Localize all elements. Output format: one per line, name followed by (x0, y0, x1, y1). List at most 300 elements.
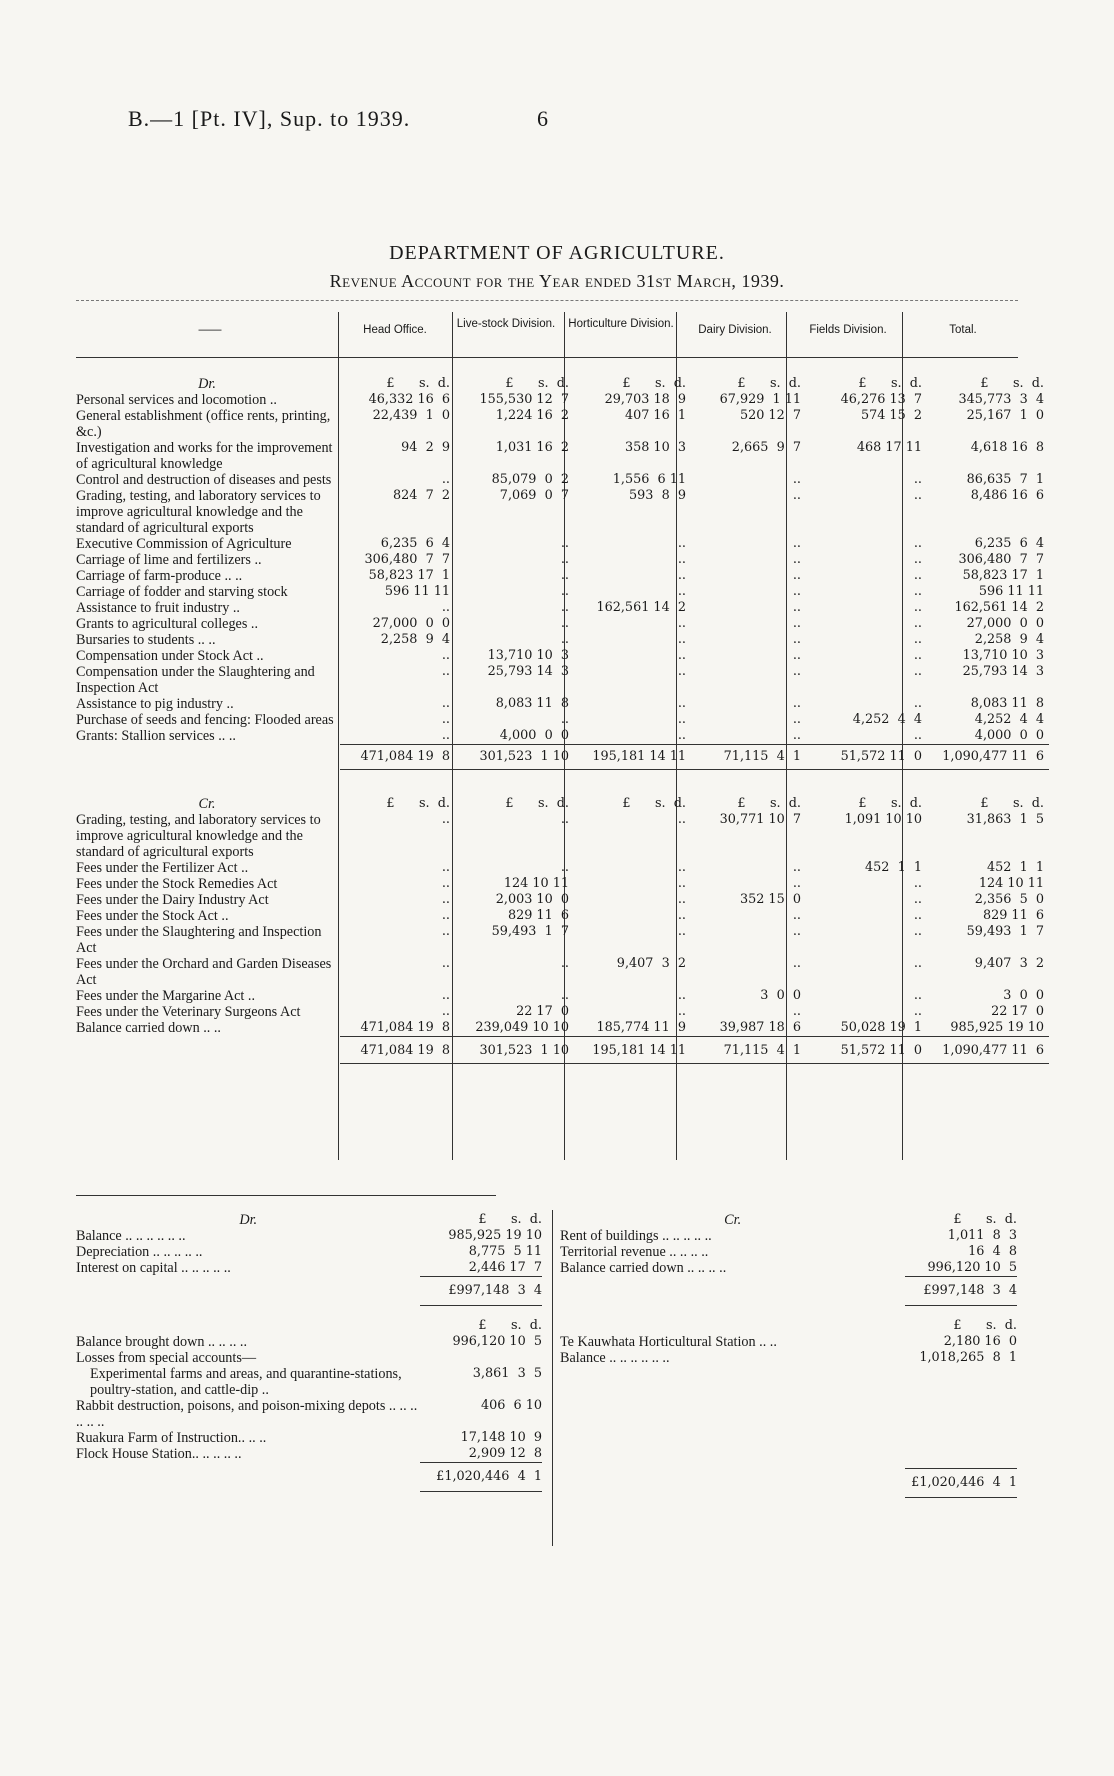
dr-cell-c4: .. (792, 632, 801, 647)
dr-cell-c3: 1,556 6 11 (612, 472, 686, 487)
dr-cell-c4: .. (792, 664, 801, 679)
summary2-dr-table (76, 1318, 542, 1492)
summary2-dr-total-row (76, 1463, 542, 1492)
cr-cell-c6: 985,925 19 10 (950, 1020, 1044, 1035)
dr-cell-c1: 306,480 7 7 (364, 552, 450, 567)
cr-cell-c3: .. (677, 988, 686, 1003)
dr-cell-c4: .. (792, 616, 801, 631)
dr-cell-c1: 27,000 0 0 (372, 616, 450, 631)
dr-cell-c5: .. (913, 728, 922, 743)
cr-row-label: Balance carried down .. .. (76, 1020, 221, 1036)
cr-row (76, 908, 1049, 924)
cr-cell-c3: .. (677, 860, 686, 875)
dr-cell-c4: .. (792, 536, 801, 551)
summary2-dr-amount: 17,148 10 9 (460, 1430, 542, 1445)
cr-cell-c4: .. (792, 860, 801, 875)
dr-row-label: General establishment (office rents, printing, &c.) (76, 408, 331, 440)
dr-cell-c2: 4,000 0 0 (499, 728, 569, 743)
cr-cell-c4: 39,987 18 6 (719, 1020, 801, 1035)
dr-cell-c3: 407 16 1 (624, 408, 686, 423)
summary2-cr-amount: 2,180 16 0 (943, 1334, 1017, 1349)
units-label: £ s. d. (505, 796, 569, 811)
cr-cell-c4: .. (792, 1004, 801, 1019)
cr-total-c3: 195,181 14 11 (574, 1037, 691, 1064)
summary2-cr-total-spacer (560, 1468, 905, 1497)
dr-row (76, 568, 1049, 584)
summary2-cr-label: Te Kauwhata Horticultural Station .. .. (560, 1334, 777, 1350)
dr-cell-c2: 1,224 16 2 (495, 408, 569, 423)
dr-row-label: Investigation and works for the improvement of agricultural knowledge (76, 440, 333, 472)
dr-cell-c4: .. (792, 472, 801, 487)
cr-cell-c5: .. (913, 1004, 922, 1019)
cr-cell-c4: 3 0 0 (760, 988, 801, 1003)
units-label: £ s. d. (622, 376, 686, 391)
dr-cell-c4: 67,929 1 11 (719, 392, 801, 407)
units-label: £ s. d. (622, 796, 686, 811)
summary1-dr-total-row (76, 1277, 542, 1306)
dr-cell-c2: 85,079 0 2 (491, 472, 569, 487)
page-title: DEPARTMENT OF AGRICULTURE. (389, 242, 725, 264)
dr-cell-c5: .. (913, 584, 922, 599)
dr-cell-c1: 596 11 11 (384, 584, 450, 599)
dr-cell-c2: .. (560, 632, 569, 647)
summary2-dr-amount: 996,120 10 5 (452, 1334, 542, 1349)
cr-row-label: Fees under the Dairy Industry Act (76, 892, 269, 908)
dr-row-label: Compensation under Stock Act .. (76, 648, 264, 664)
dr-row (76, 472, 1049, 488)
cr-cell-c5: 1,091 10 10 (844, 812, 922, 827)
cr-cell-c5: .. (913, 988, 922, 1003)
cr-row (76, 956, 1049, 988)
cr-row-label: Fees under the Slaughtering and Inspection Act (76, 924, 322, 956)
column-header-fields: Fields Division. (809, 324, 887, 336)
cr-cell-c4: 30,771 10 7 (719, 812, 801, 827)
dr-cell-c6: 86,635 7 1 (966, 472, 1044, 487)
cr-row (76, 988, 1049, 1004)
summary2-cr-table (560, 1318, 1017, 1498)
summary-top-rule (76, 1195, 496, 1196)
dr-row (76, 664, 1049, 696)
dr-cell-c6: 25,167 1 0 (966, 408, 1044, 423)
summary2-cr-spacer-cell (905, 1366, 1017, 1468)
dr-cell-c2: 13,710 10 3 (487, 648, 569, 663)
dr-cell-c6: 8,083 11 8 (970, 696, 1044, 711)
dr-cell-c5: .. (913, 536, 922, 551)
summary2-dr-amount: 3,861 3 5 (472, 1366, 542, 1381)
dr-cell-c3: .. (677, 536, 686, 551)
cr-row-label: Fees under the Fertilizer Act .. (76, 860, 249, 876)
dr-cell-c2: .. (560, 584, 569, 599)
dr-row (76, 728, 1049, 745)
summary1-dr-row (76, 1244, 542, 1260)
dr-cell-c3: .. (677, 584, 686, 599)
revenue-table (76, 344, 1049, 1064)
dr-cell-c3: 162,561 14 2 (596, 600, 686, 615)
cr-row (76, 812, 1049, 860)
cr-cell-c4: .. (792, 908, 801, 923)
summary2-dr-label: Balance brought down .. .. .. .. (76, 1334, 248, 1350)
dr-cell-c5: .. (913, 600, 922, 615)
dr-row (76, 552, 1049, 568)
dr-cell-c1: 2,258 9 4 (380, 632, 450, 647)
dr-cell-c2: .. (560, 712, 569, 727)
summary2-units: £ s. d. (953, 1318, 1017, 1333)
summary2-dr-row (76, 1398, 542, 1430)
dr-row (76, 584, 1049, 600)
summary1-dr-amount: 8,775 5 11 (468, 1244, 542, 1259)
cr-cell-c6: 31,863 1 5 (966, 812, 1044, 827)
dr-cell-c4: .. (792, 728, 801, 743)
dr-cell-c2: 1,031 16 2 (495, 440, 569, 455)
cr-row (76, 1020, 1049, 1037)
dr-row-label: Bursaries to students .. .. (76, 632, 216, 648)
summary2-cr-amount: 1,018,265 8 1 (919, 1350, 1017, 1365)
dr-cell-c5: .. (913, 616, 922, 631)
units-label: £ s. d. (858, 796, 922, 811)
dr-row-label: Purchase of seeds and fencing: Flooded areas (76, 712, 334, 728)
cr-row-label: Fees under the Stock Remedies Act (76, 876, 278, 892)
summary1-cr-row (560, 1228, 1017, 1244)
units-label: £ s. d. (858, 376, 922, 391)
cr-row (76, 860, 1049, 876)
cr-cell-c2: 239,049 10 10 (475, 1020, 569, 1035)
dr-row (76, 696, 1049, 712)
column-header-livestock: Live-stock Division. (456, 318, 556, 330)
cr-cell-c2: 59,493 1 7 (491, 924, 569, 939)
summary1-units: £ s. d. (478, 1212, 542, 1227)
dr-cell-c5: 468 17 11 (856, 440, 922, 455)
column-header-horticulture: Horticulture Division. (568, 318, 674, 330)
dr-total-c4: 71,115 4 1 (691, 745, 806, 770)
dr-cell-c5: 574 15 2 (860, 408, 922, 423)
summary1-dr-label: Interest on capital .. .. .. .. .. (76, 1260, 231, 1276)
dr-cell-c6: 8,486 16 6 (970, 488, 1044, 503)
cr-total-c4: 71,115 4 1 (691, 1037, 806, 1064)
summary1-cr-total: £997,148 3 4 (905, 1277, 1017, 1306)
dr-row-label: Control and destruction of diseases and pests (76, 472, 332, 488)
cr-cell-c3: .. (677, 876, 686, 891)
summary1-cr-row (560, 1260, 1017, 1277)
dr-cell-c1: .. (441, 728, 450, 743)
cr-total-row (76, 1037, 1049, 1064)
dr-cell-c1: .. (441, 472, 450, 487)
summary2-cr-row (560, 1350, 1017, 1366)
dr-row (76, 616, 1049, 632)
dr-row-label: Carriage of lime and fertilizers .. (76, 552, 262, 568)
summary1-cr-row (560, 1244, 1017, 1260)
summary1-cr-label: Rent of buildings .. .. .. .. .. (560, 1228, 712, 1244)
dr-cell-c1: 94 2 9 (401, 440, 450, 455)
cr-cell-c2: 22 17 0 (516, 1004, 569, 1019)
cr-cell-c1: .. (441, 812, 450, 827)
dr-cell-c4: .. (792, 488, 801, 503)
cr-cell-c5: 50,028 19 1 (840, 1020, 922, 1035)
dr-cell-c1: .. (441, 600, 450, 615)
dr-cell-c5: .. (913, 664, 922, 679)
cr-cell-c1: .. (441, 1004, 450, 1019)
page-number: 6 (537, 106, 548, 131)
cr-cell-c5: .. (913, 892, 922, 907)
dr-row-label: Assistance to pig industry .. (76, 696, 234, 712)
dr-cell-c4: .. (792, 584, 801, 599)
dr-cell-c6: 58,823 17 1 (962, 568, 1044, 583)
summary2-dr-label: Flock House Station.. .. .. .. .. (76, 1446, 242, 1462)
dr-total-label (76, 745, 340, 770)
units-label: £ s. d. (386, 376, 450, 391)
summary1-dr-table (76, 1212, 542, 1306)
cr-cell-c3: .. (677, 892, 686, 907)
cr-cell-c6: 829 11 6 (982, 908, 1044, 923)
summary2-dr-label: Losses from special accounts— (76, 1350, 257, 1366)
dr-cell-c4: .. (792, 712, 801, 727)
column-header-head-office: Head Office. (363, 324, 427, 336)
column-header-dairy: Dairy Division. (698, 324, 772, 336)
cr-cell-c4: .. (792, 876, 801, 891)
dr-cell-c3: .. (677, 632, 686, 647)
cr-cell-c6: 22 17 0 (991, 1004, 1044, 1019)
dr-cell-c4: .. (792, 552, 801, 567)
cr-cell-c5: .. (913, 956, 922, 971)
dr-cell-c4: .. (792, 696, 801, 711)
cr-units-row (76, 770, 1049, 813)
summary2-dr-label: Experimental farms and areas, and quarantine-stations, poultry-station, and cattle-dip .. (90, 1366, 402, 1398)
cr-cell-c6: 2,356 5 0 (974, 892, 1044, 907)
summary2-dr-total: £1,020,446 4 1 (420, 1463, 542, 1492)
cr-cell-c1: .. (441, 924, 450, 939)
dr-cell-c2: .. (560, 616, 569, 631)
dr-cell-c6: 596 11 11 (978, 584, 1044, 599)
summary1-dr-amount: 985,925 19 10 (448, 1228, 542, 1243)
dr-units-row (76, 344, 1049, 392)
summary1-cr-label: Territorial revenue .. .. .. .. (560, 1244, 709, 1260)
summary2-dr-amount: 2,909 12 8 (468, 1446, 542, 1461)
units-label: £ s. d. (737, 376, 801, 391)
summary1-dr-total-spacer (76, 1277, 420, 1306)
summary1-cr-total-row (560, 1277, 1017, 1306)
summary1-dr-row (76, 1228, 542, 1244)
dr-row (76, 632, 1049, 648)
dr-cell-c2: 155,530 12 7 (479, 392, 569, 407)
dr-cell-c5: 46,276 13 7 (840, 392, 922, 407)
dr-cell-c6: 306,480 7 7 (958, 552, 1044, 567)
cr-row (76, 892, 1049, 908)
summary1-cr-table (560, 1212, 1017, 1306)
cr-row (76, 1004, 1049, 1020)
cr-cell-c4: .. (792, 956, 801, 971)
dr-label: Dr. (198, 376, 216, 392)
dr-cell-c6: 27,000 0 0 (966, 616, 1044, 631)
cr-row-label: Fees under the Margarine Act .. (76, 988, 255, 1004)
summary1-dr-label: Depreciation .. .. .. .. .. (76, 1244, 203, 1260)
dr-cell-c1: .. (441, 648, 450, 663)
dr-cell-c3: 593 8 9 (629, 488, 686, 503)
dr-cell-c1: 46,332 16 6 (368, 392, 450, 407)
summary2-units: £ s. d. (478, 1318, 542, 1333)
dr-cell-c1: .. (441, 712, 450, 727)
cr-row-label: Grading, testing, and laboratory services to improve agricultural knowledge and the standard of agricultural exports (76, 812, 321, 860)
dr-row (76, 488, 1049, 536)
summary2-cr-total: £1,020,446 4 1 (905, 1468, 1017, 1497)
dr-cell-c1: .. (441, 696, 450, 711)
summary1-dr-label: Dr. (239, 1212, 258, 1228)
dr-row-label: Grading, testing, and laboratory services to improve agricultural knowledge and the standard of agricultural exports (76, 488, 321, 536)
dr-row (76, 648, 1049, 664)
dr-cell-c3: 29,703 18 9 (604, 392, 686, 407)
dr-total-row (76, 745, 1049, 770)
table-top-rule (76, 300, 1018, 301)
cr-cell-c1: .. (441, 988, 450, 1003)
dr-total-c6: 1,090,477 11 6 (927, 745, 1049, 770)
summary-divider (552, 1210, 553, 1546)
units-label: £ s. d. (737, 796, 801, 811)
cr-cell-c2: 829 11 6 (507, 908, 569, 923)
page-header-ref: B.—1 [Pt. IV], Sup. to 1939. (128, 106, 411, 131)
dr-cell-c6: 6,235 6 4 (974, 536, 1044, 551)
cr-cell-c3: 9,407 3 2 (616, 956, 686, 971)
dr-cell-c4: .. (792, 568, 801, 583)
dr-row-label: Carriage of fodder and starving stock (76, 584, 288, 600)
dr-cell-c1: 824 7 2 (393, 488, 450, 503)
dr-cell-c6: 4,618 16 8 (970, 440, 1044, 455)
dr-cell-c1: 58,823 17 1 (368, 568, 450, 583)
dr-cell-c3: .. (677, 648, 686, 663)
cr-cell-c3: .. (677, 1004, 686, 1019)
dr-cell-c4: 520 12 7 (739, 408, 801, 423)
dr-cell-c5: .. (913, 488, 922, 503)
cr-cell-c1: .. (441, 892, 450, 907)
summary2-dr-row (76, 1446, 542, 1463)
dr-row-label: Assistance to fruit industry .. (76, 600, 240, 616)
cr-cell-c3: .. (677, 924, 686, 939)
cr-cell-c2: .. (560, 956, 569, 971)
summary1-cr-amount: 1,011 8 3 (947, 1228, 1017, 1243)
summary2-dr-amount (420, 1350, 542, 1366)
dr-cell-c3: .. (677, 664, 686, 679)
cr-cell-c1: .. (441, 860, 450, 875)
dr-cell-c2: .. (560, 536, 569, 551)
dr-total-c3: 195,181 14 11 (574, 745, 691, 770)
cr-cell-c3: 185,774 11 9 (596, 1020, 686, 1035)
dr-cell-c3: 358 10 3 (624, 440, 686, 455)
dr-cell-c3: .. (677, 552, 686, 567)
dr-cell-c2: .. (560, 552, 569, 567)
dr-cell-c2: 25,793 14 3 (487, 664, 569, 679)
dr-total-c5: 51,572 11 0 (806, 745, 927, 770)
summary2-dr-row (76, 1334, 542, 1350)
dr-cell-c5: .. (913, 552, 922, 567)
summary1-units: £ s. d. (953, 1212, 1017, 1227)
cr-cell-c6: 124 10 11 (978, 876, 1044, 891)
dr-cell-c6: 4,000 0 0 (974, 728, 1044, 743)
cr-cell-c2: 2,003 10 0 (495, 892, 569, 907)
cr-total-c6: 1,090,477 11 6 (927, 1037, 1049, 1064)
cr-total-c5: 51,572 11 0 (806, 1037, 927, 1064)
cr-total-c1: 471,084 19 8 (340, 1037, 455, 1064)
summary2-cr-spacer-cell (560, 1366, 905, 1468)
dr-row-label: Carriage of farm-produce .. .. (76, 568, 243, 584)
dr-cell-c4: 2,665 9 7 (731, 440, 801, 455)
summary1-cr-total-spacer (560, 1277, 905, 1306)
dr-cell-c5: .. (913, 472, 922, 487)
dr-cell-c3: .. (677, 712, 686, 727)
page-subtitle: Revenue Account for the Year ended 31st March, 1939. (329, 271, 785, 291)
cr-cell-c2: .. (560, 812, 569, 827)
summary1-dr-total: £997,148 3 4 (420, 1277, 542, 1306)
units-label: £ s. d. (980, 796, 1044, 811)
cr-label-cell (76, 770, 340, 813)
cr-cell-c5: .. (913, 924, 922, 939)
column-header-label: —— (198, 324, 222, 336)
dr-cell-c6: 162,561 14 2 (954, 600, 1044, 615)
dr-row (76, 408, 1049, 440)
dr-cell-c6: 4,252 4 4 (974, 712, 1044, 727)
dr-cell-c3: .. (677, 616, 686, 631)
cr-row (76, 876, 1049, 892)
dr-cell-c1: 22,439 1 0 (372, 408, 450, 423)
dr-total-c2: 301,523 1 10 (455, 745, 574, 770)
summary2-dr-row (76, 1350, 542, 1366)
cr-row-label: Fees under the Veterinary Surgeons Act (76, 1004, 301, 1020)
summary2-dr-row (76, 1430, 542, 1446)
cr-cell-c6: 452 1 1 (987, 860, 1044, 875)
summary2-dr-label: Rabbit destruction, poisons, and poison-mixing depots .. .. .. .. .. .. (76, 1398, 418, 1430)
dr-cell-c6: 2,258 9 4 (974, 632, 1044, 647)
dr-row (76, 600, 1049, 616)
dr-cell-c6: 25,793 14 3 (962, 664, 1044, 679)
summary2-dr-amount: 406 6 10 (480, 1398, 542, 1413)
dr-cell-c3: .. (677, 568, 686, 583)
cr-cell-c3: .. (677, 812, 686, 827)
dr-cell-c2: 8,083 11 8 (495, 696, 569, 711)
summary2-cr-spacer (560, 1366, 1017, 1468)
cr-cell-c6: 3 0 0 (1003, 988, 1044, 1003)
cr-cell-c5: .. (913, 908, 922, 923)
dr-cell-c5: .. (913, 696, 922, 711)
cr-cell-c2: .. (560, 860, 569, 875)
dr-row (76, 536, 1049, 552)
cr-cell-c2: .. (560, 988, 569, 1003)
dr-row (76, 392, 1049, 408)
dr-row-label: Executive Commission of Agriculture (76, 536, 292, 552)
dr-row-label: Grants: Stallion services .. .. (76, 728, 236, 744)
dr-cell-c6: 345,773 3 4 (958, 392, 1044, 407)
cr-row-label: Fees under the Stock Act .. (76, 908, 229, 924)
dr-cell-c1: 6,235 6 4 (380, 536, 450, 551)
dr-row-label: Compensation under the Slaughtering and Inspection Act (76, 664, 315, 696)
summary2-cr-row (560, 1334, 1017, 1350)
summary1-dr-amount: 2,446 17 7 (468, 1260, 542, 1275)
summary2-dr-row (76, 1366, 542, 1398)
cr-cell-c6: 59,493 1 7 (966, 924, 1044, 939)
units-label: £ s. d. (505, 376, 569, 391)
dr-cell-c3: .. (677, 696, 686, 711)
summary1-cr-amount: 16 4 8 (968, 1244, 1017, 1259)
summary1-cr-label: Cr. (724, 1212, 742, 1228)
dr-cell-c6: 13,710 10 3 (962, 648, 1044, 663)
dr-cell-c1: .. (441, 664, 450, 679)
cr-cell-c1: .. (441, 908, 450, 923)
dr-row-label: Grants to agricultural colleges .. (76, 616, 259, 632)
cr-total-label (76, 1037, 340, 1064)
dr-row (76, 712, 1049, 728)
summary1-dr-row (76, 1260, 542, 1277)
dr-cell-c5: 4,252 4 4 (852, 712, 922, 727)
dr-cell-c2: .. (560, 568, 569, 583)
dr-cell-c5: .. (913, 648, 922, 663)
dr-cell-c2: 7,069 0 7 (499, 488, 569, 503)
summary1-cr-label: Balance carried down .. .. .. .. (560, 1260, 727, 1276)
units-label: £ s. d. (386, 796, 450, 811)
